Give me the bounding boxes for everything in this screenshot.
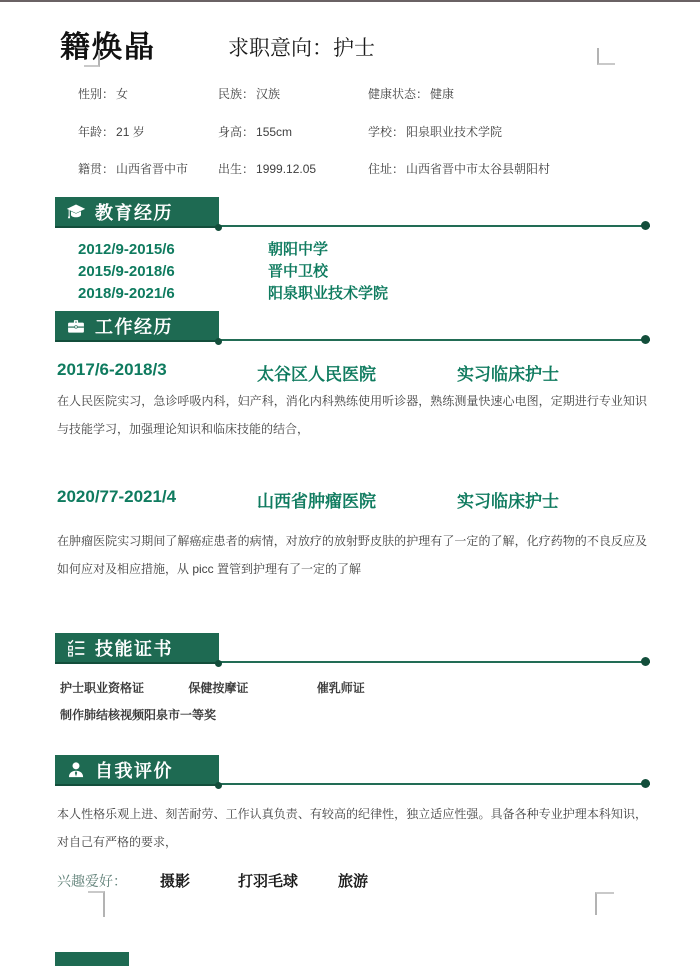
certificates-row <box>60 679 442 696</box>
section-title: 教育经历 <box>95 202 173 223</box>
job-employer: 山西省肿瘤医院 <box>257 492 376 511</box>
self-evaluation-text: 本人性格乐观上进、刻苦耐劳、工作认真负责、有较高的纪律性，独立适应性强。具备各种专业护理本科知识，对自己有严格的要求， <box>57 807 647 849</box>
section-header-evaluation <box>55 755 650 795</box>
margin-crop-mark-bottom-right <box>595 892 614 915</box>
divider-end-dot <box>641 335 650 344</box>
field-value: 阳泉职业技术学院 <box>406 124 503 139</box>
field-value: 健康 <box>430 87 455 101</box>
divider-end-dot <box>641 221 650 230</box>
profile-field-health <box>368 85 623 123</box>
next-page-section-box-sliver <box>55 952 129 966</box>
divider-end-dot <box>641 657 650 666</box>
education-header-box <box>55 197 219 228</box>
field-value: 女 <box>116 87 129 101</box>
divider-joint-dot <box>215 782 222 789</box>
field-label: 住址： <box>368 162 405 176</box>
skills-header-box <box>55 633 219 664</box>
briefcase-icon <box>66 316 86 336</box>
margin-crop-mark-top-right <box>597 48 615 65</box>
section-divider-line <box>219 661 650 663</box>
job-description: 在人民医院实习，急诊呼吸内科，妇产科，消化内科熟练使用听诊器，熟练测量快速心电图，定期进行专业知识与技能学习，加强理论知识和临床技能的结合， <box>57 394 647 436</box>
field-value: 21 岁 <box>116 124 145 139</box>
field-label: 年龄： <box>78 124 115 139</box>
hobby-item: 打羽毛球 <box>238 873 299 890</box>
education-school: 朝阳中学 <box>268 241 329 258</box>
certificate-list-icon <box>66 638 86 658</box>
section-title: 自我评价 <box>95 760 173 781</box>
profile-info-grid <box>78 85 623 198</box>
field-value: 155cm <box>256 124 293 139</box>
section-divider-line <box>219 339 650 341</box>
candidate-name: 籍焕晶 <box>60 31 156 64</box>
divider-joint-dot <box>215 338 222 345</box>
field-value: 山西省晋中市 <box>116 162 189 176</box>
job-role: 实习临床护士 <box>457 365 559 384</box>
section-title: 技能证书 <box>95 638 173 659</box>
profile-field-origin <box>78 160 218 198</box>
profile-field-ethnicity <box>218 85 368 123</box>
section-header-work <box>55 311 650 351</box>
margin-crop-mark-bottom-left <box>88 891 105 917</box>
certificate-item: 催乳师证 <box>316 681 365 695</box>
field-value: 1999.12.05 <box>256 162 317 176</box>
hobbies-row <box>57 870 617 891</box>
education-period: 2012/9-2015/6 <box>78 241 175 258</box>
profile-field-school <box>368 123 623 161</box>
evaluation-header-box <box>55 755 219 786</box>
job-intention: 求职意向：护士 <box>228 37 375 60</box>
field-label: 身高： <box>218 124 255 139</box>
education-period: 2015/9-2018/6 <box>78 263 175 280</box>
page-top-edge <box>0 0 700 2</box>
section-header-skills <box>55 633 650 673</box>
margin-crop-mark-top-left <box>84 50 100 67</box>
person-icon <box>66 760 86 780</box>
education-school: 晋中卫校 <box>268 263 329 280</box>
profile-field-address <box>368 160 623 198</box>
field-value: 山西省晋中市太谷县朝阳村 <box>406 162 551 176</box>
section-header-education <box>55 197 650 237</box>
hobby-item: 旅游 <box>338 873 369 890</box>
job-employer: 太谷区人民医院 <box>257 365 376 384</box>
education-list <box>78 239 388 305</box>
section-divider-line <box>219 225 650 227</box>
divider-end-dot <box>641 779 650 788</box>
education-school: 阳泉职业技术学院 <box>268 285 389 302</box>
job-headline <box>57 360 632 385</box>
certificate-item: 护士职业资格证 <box>60 681 145 695</box>
field-value: 汉族 <box>256 87 281 101</box>
work-header-box <box>55 311 219 342</box>
field-label: 学校： <box>368 124 405 139</box>
section-divider-line <box>219 783 650 785</box>
field-label: 健康状态： <box>368 87 429 101</box>
profile-field-gender <box>78 85 218 123</box>
education-period: 2018/9-2021/6 <box>78 285 175 302</box>
field-label: 性别： <box>78 87 115 101</box>
field-label: 籍贯： <box>78 162 115 176</box>
field-label: 民族： <box>218 87 255 101</box>
profile-field-age <box>78 123 218 161</box>
field-label: 出生： <box>218 162 255 176</box>
section-title: 工作经历 <box>95 316 173 337</box>
certificates-block <box>60 679 442 723</box>
job-headline <box>57 487 632 512</box>
job-role: 实习临床护士 <box>457 492 559 511</box>
divider-joint-dot <box>215 224 222 231</box>
job-period: 2017/6-2018/3 <box>57 360 167 379</box>
graduation-cap-icon <box>66 202 86 222</box>
job-description: 在肿瘤医院实习期间了解癌症患者的病情，对放疗的放射野皮肤的护理有了一定的了解，化疗药物的不良反应及如何应对及相应措施，从 picc 置管到护理有了一定的了解 <box>57 534 647 576</box>
hobbies-label: 兴趣爱好： <box>57 873 127 889</box>
profile-field-birth <box>218 160 368 198</box>
profile-field-height <box>218 123 368 161</box>
hobby-item: 摄影 <box>160 873 191 890</box>
divider-joint-dot <box>215 660 222 667</box>
award-item: 制作肺结核视频阳泉市一等奖 <box>60 708 217 722</box>
job-period: 2020/77-2021/4 <box>57 487 177 506</box>
certificate-item: 保健按摩证 <box>188 681 249 695</box>
